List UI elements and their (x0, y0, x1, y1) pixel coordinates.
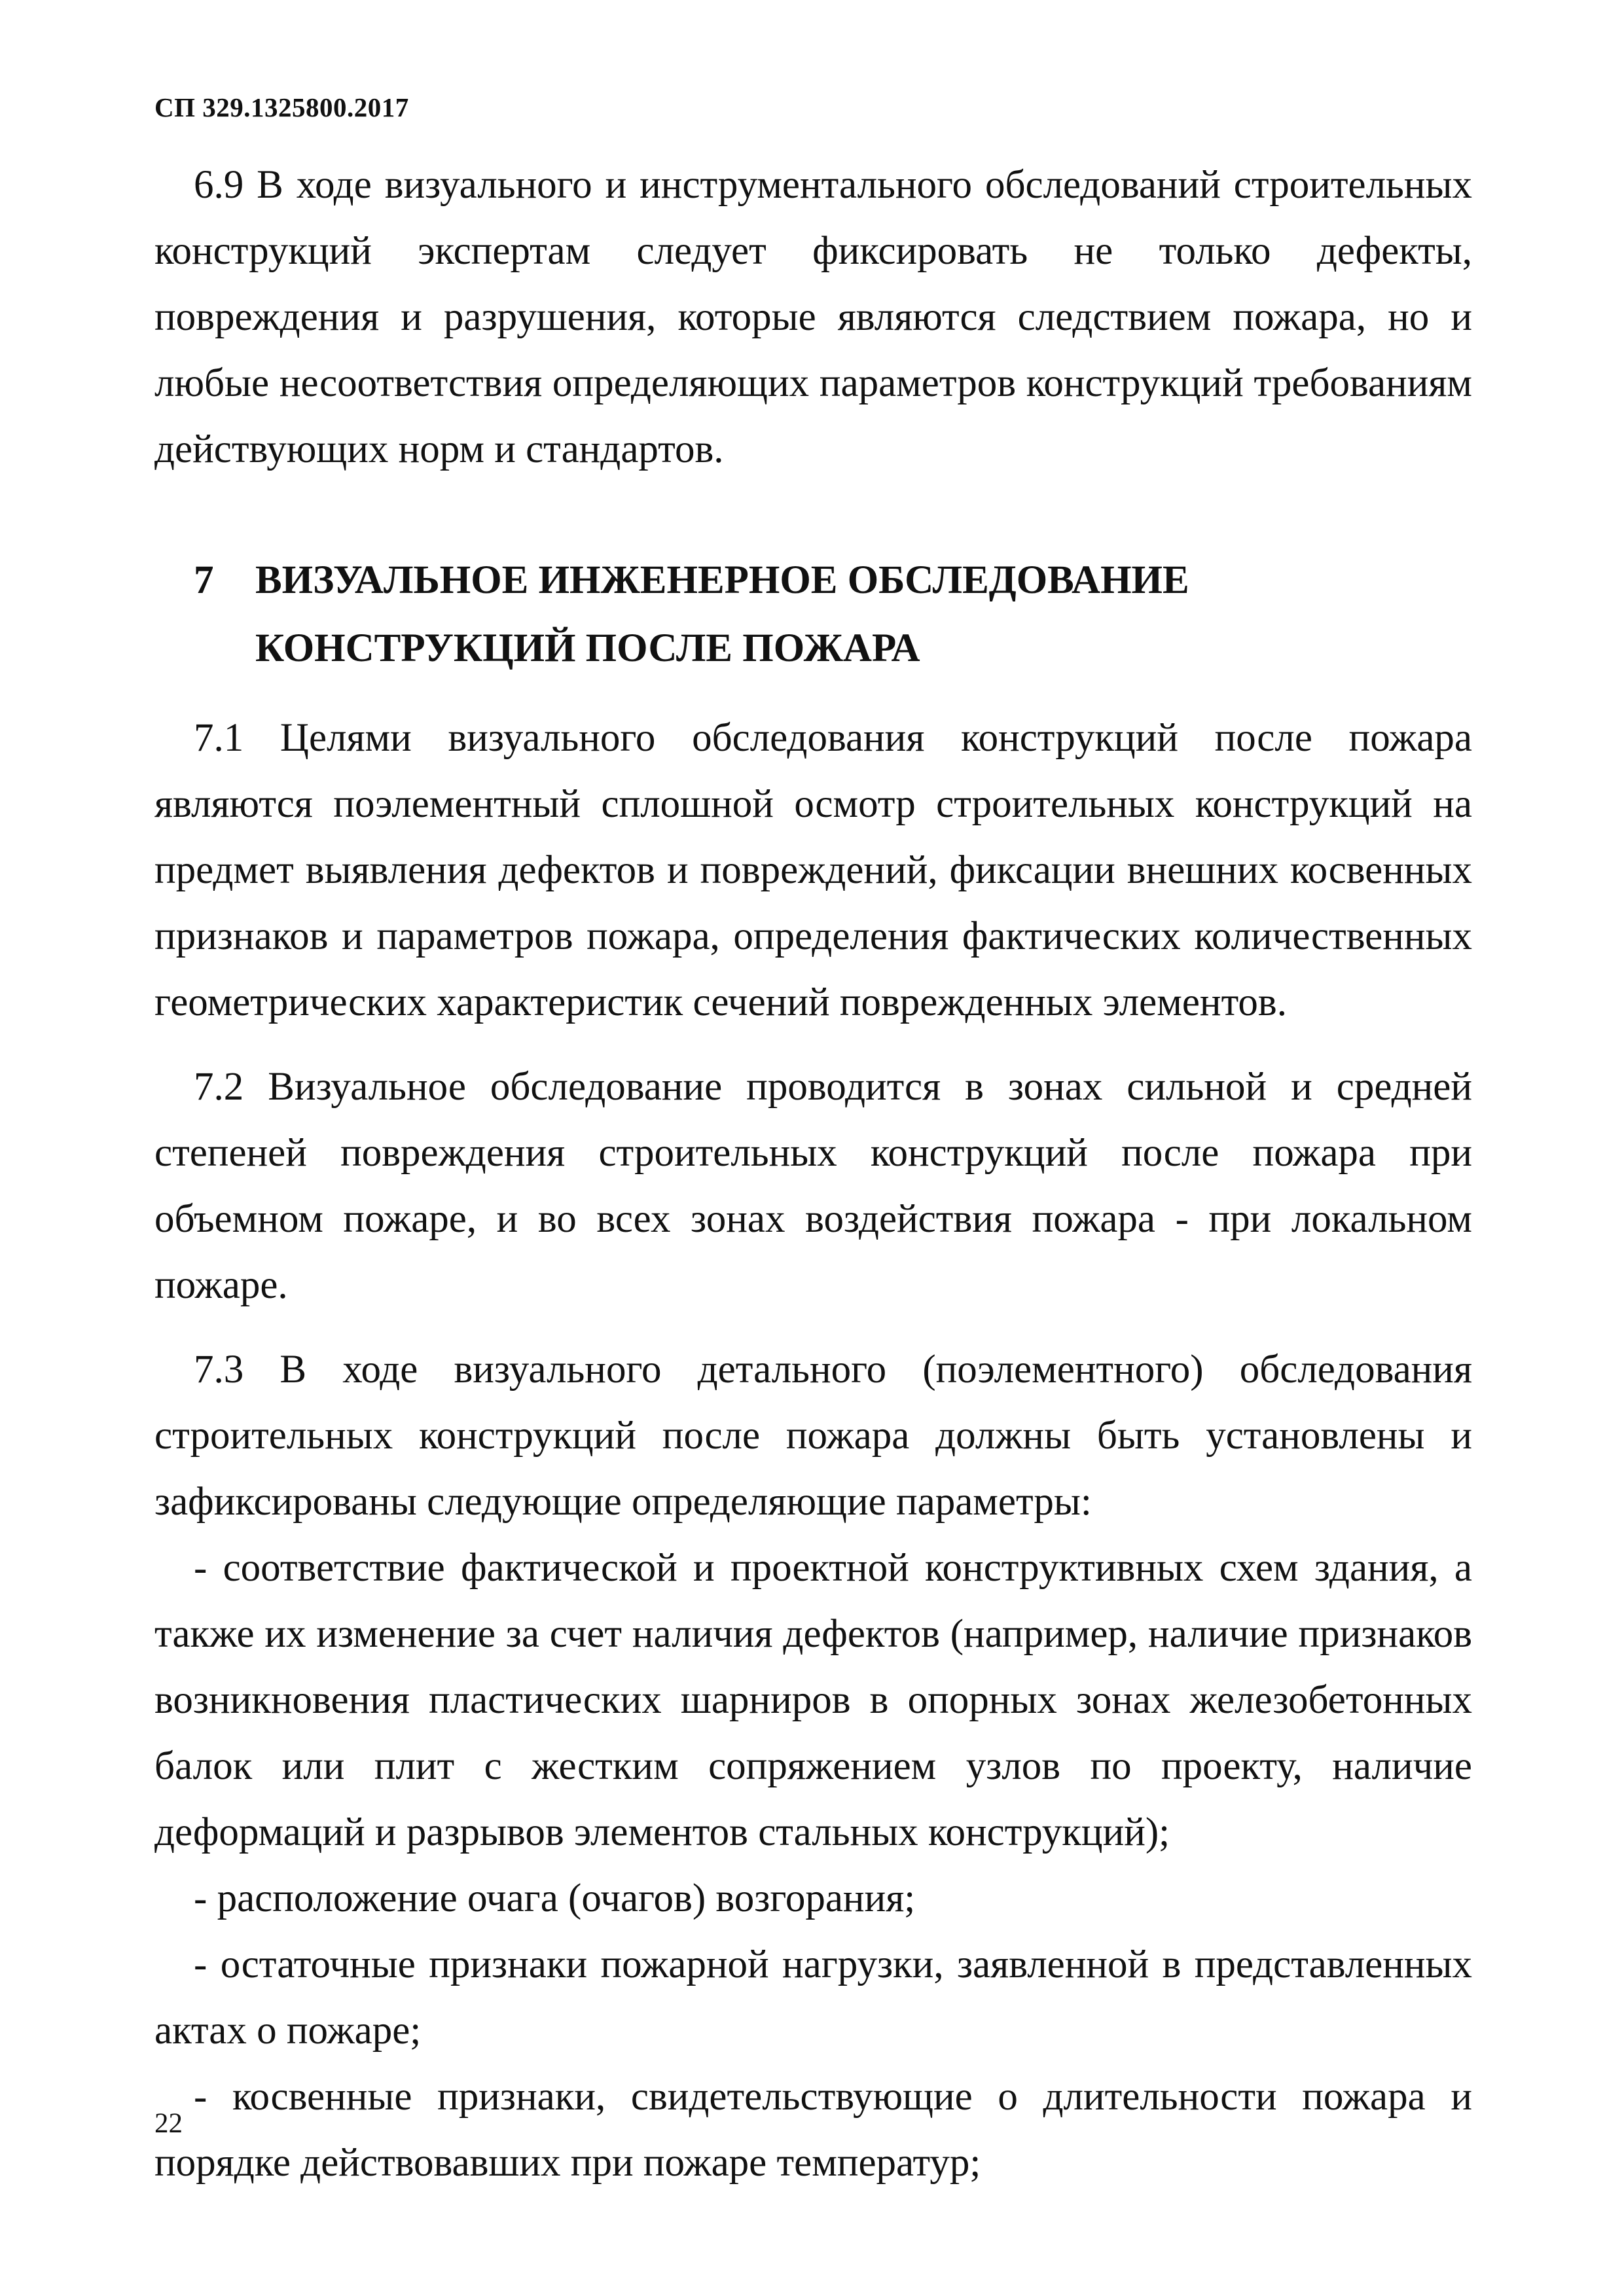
document-code-header: СП 329.1325800.2017 (154, 92, 409, 122)
list-item-fire-origin: - расположение очага (очагов) возгорания; (194, 1876, 916, 1920)
section-7-heading (154, 547, 1472, 683)
paragraph-7-2: 7.2 Визуальное обследование проводится в зонах сильной и средней степеней повреждения строительных конструкций после пожара при объемном пожаре, и во всех зонах воздействия пожара - при локальном пожаре. (154, 1065, 1472, 1307)
section-7-title: ВИЗУАЛЬНОЕ ИНЖЕНЕРНОЕ ОБСЛЕДОВАНИЕ КОНСТРУКЦИЙ ПОСЛЕ ПОЖАРА (255, 558, 1189, 670)
page-number: 22 (154, 2108, 183, 2139)
paragraph-6-9: 6.9 В ходе визуального и инструментального обследований строительных конструкций экспертам следует фиксировать не только дефекты, повреждения и разрушения, которые являются следствием пожара, но и любые несоответствия определяющих параметров конструкций требованиям действующих норм и стандартов. (154, 163, 1472, 471)
list-item-fire-load: - остаточные признаки пожарной нагрузки, заявленной в представленных актах о пожаре; (154, 1943, 1472, 2053)
paragraph-7-3: 7.3 В ходе визуального детального (поэлементного) обследования строительных конструкций после пожара должны быть установлены и зафиксированы следующие определяющие параметры: (154, 1348, 1472, 1524)
paragraph-7-1: 7.1 Целями визуального обследования конструкций после пожара являются поэлементный сплошной осмотр строительных конструкций на предмет выявления дефектов и повреждений, фиксации внешних косвенных признаков и параметров пожара, определения фактических количественных геометрических характеристик сечений поврежденных элементов. (154, 716, 1472, 1024)
section-7-number: 7 (194, 558, 214, 602)
list-item-schemes: - соответствие фактической и проектной конструктивных схем здания, а также их изменение за счет наличия дефектов (например, наличие признаков возникновения пластических шарниров в опорных зонах железобетонных балок или плит с жестким сопряжением узлов по проекту, наличие деформаций и разрывов элементов стальных конструкций); (154, 1546, 1472, 1854)
list-item-duration: - косвенные признаки, свидетельствующие о длительности пожара и порядке действовавших при пожаре температур; (154, 2075, 1472, 2185)
page-content (154, 152, 1472, 2196)
